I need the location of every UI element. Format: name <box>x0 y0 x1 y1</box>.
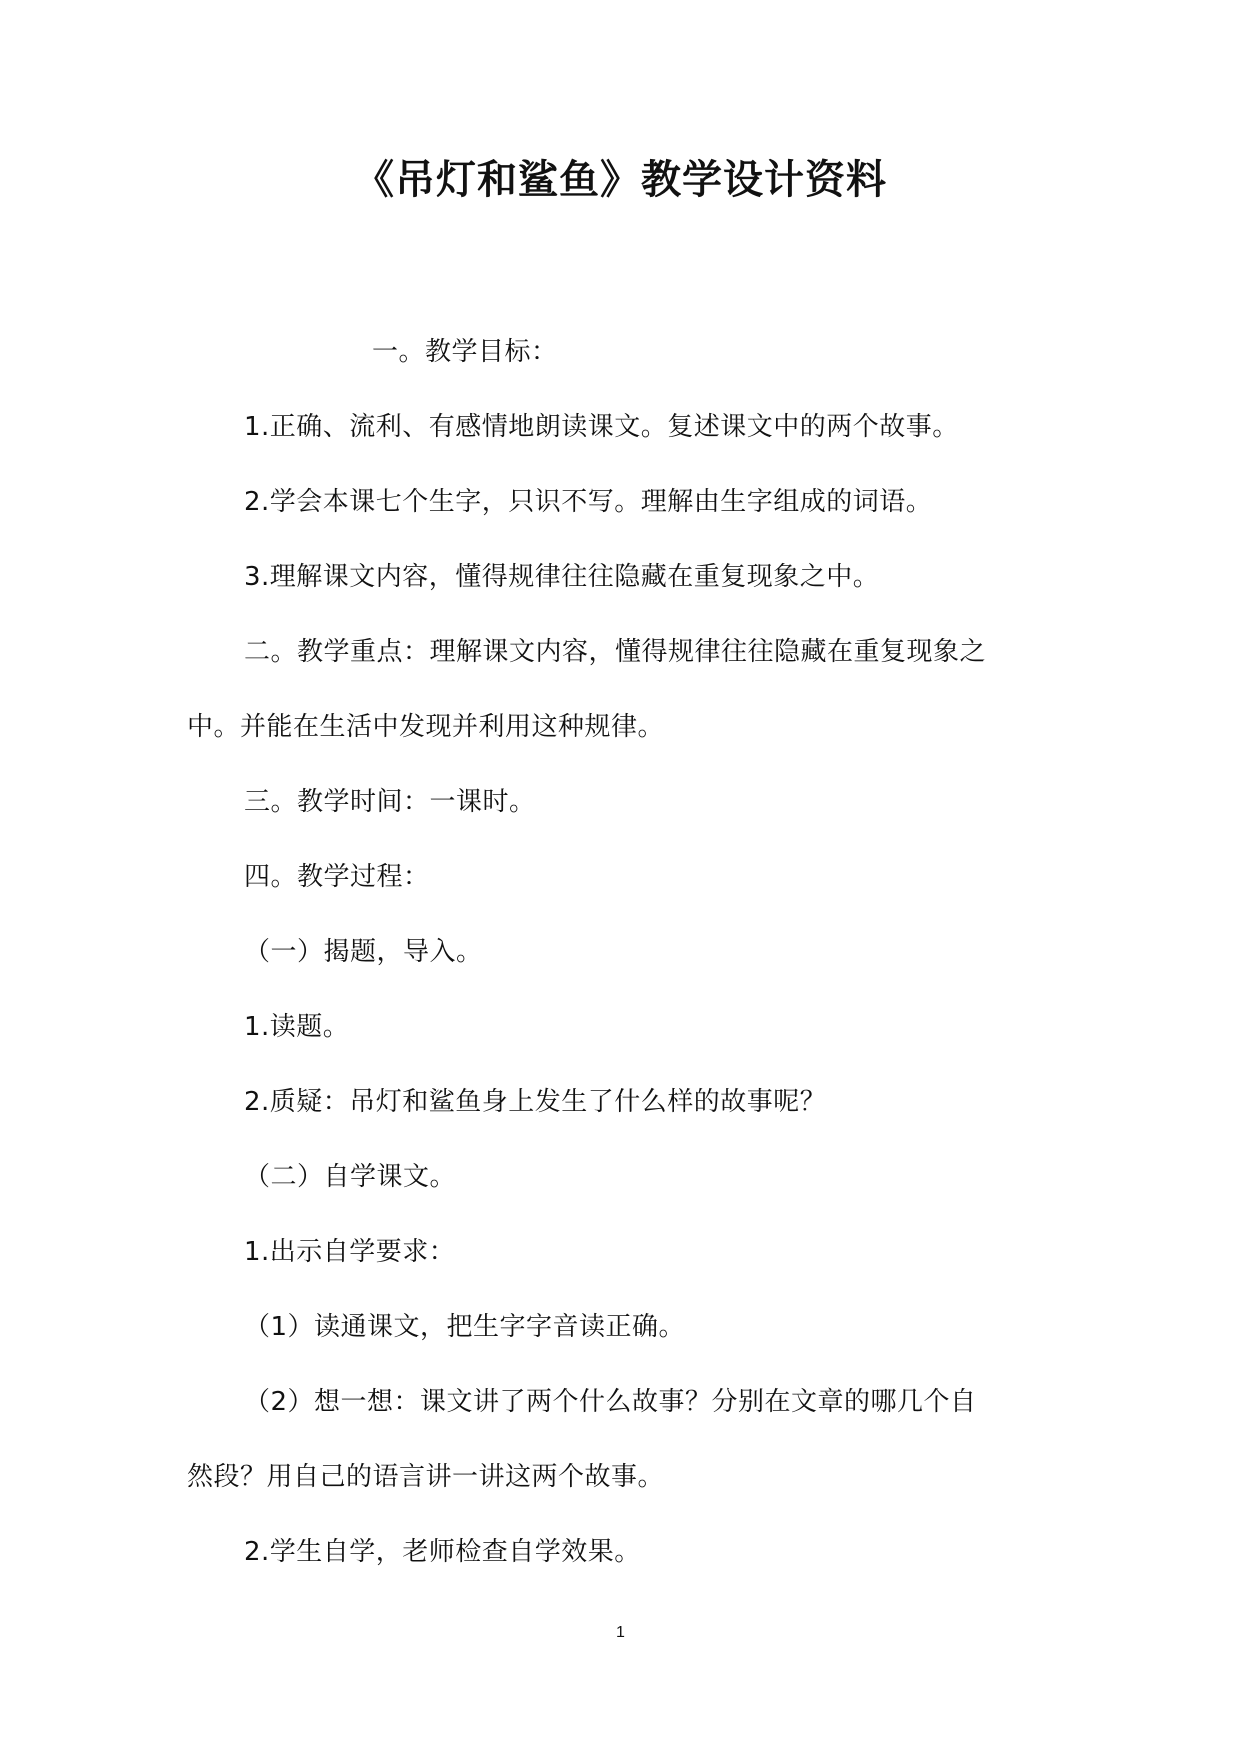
document-title: 《吊灯和鲨鱼》教学设计资料 <box>354 157 887 203</box>
paragraph-line: （1）读通课文，把生字字音读正确。 <box>244 1312 686 1342</box>
paragraph-line: 1.出示自学要求： <box>244 1237 456 1267</box>
paragraph-line: 2.质疑：吊灯和鲨鱼身上发生了什么样的故事呢？ <box>244 1087 827 1117</box>
paragraph-line: 四。教学过程： <box>244 862 430 892</box>
paragraph-line: （二）自学课文。 <box>244 1162 457 1192</box>
paragraph-line: 二。教学重点：理解课文内容，懂得规律往往隐藏在重复现象之 <box>244 637 987 667</box>
paragraph-line: 1.正确、流利、有感情地朗读课文。复述课文中的两个故事。 <box>244 412 959 442</box>
paragraph-line: 一。教学目标： <box>372 337 558 367</box>
paragraph-line: 1.读题。 <box>244 1012 350 1042</box>
paragraph-line: （2）想一想：课文讲了两个什么故事？分别在文章的哪几个自 <box>244 1387 977 1417</box>
paragraph-line: （一）揭题，导入。 <box>244 937 483 967</box>
paragraph-line: 2.学会本课七个生字，只识不写。理解由生字组成的词语。 <box>244 487 933 517</box>
paragraph-line: 3.理解课文内容，懂得规律往往隐藏在重复现象之中。 <box>244 562 880 592</box>
paragraph-line: 三。教学时间：一课时。 <box>244 787 536 817</box>
page-number: 1 <box>616 1624 625 1641</box>
paragraph-line: 中。并能在生活中发现并利用这种规律。 <box>187 712 665 742</box>
paragraph-line: 然段？用自己的语言讲一讲这两个故事。 <box>187 1462 665 1492</box>
paragraph-line: 2.学生自学，老师检查自学效果。 <box>244 1537 641 1567</box>
